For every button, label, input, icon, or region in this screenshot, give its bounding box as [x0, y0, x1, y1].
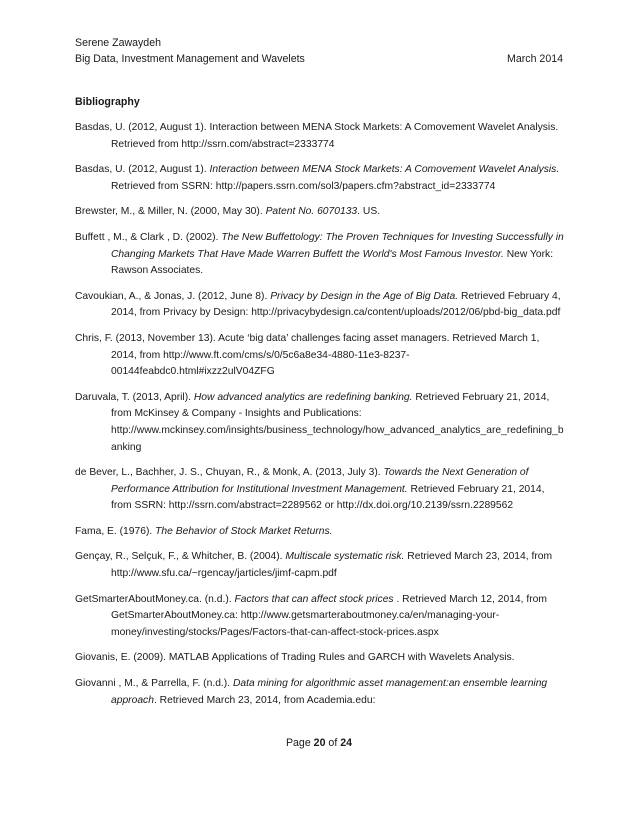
- header-doc-title: Big Data, Investment Management and Wavelets: [75, 53, 305, 65]
- bibliography-list: [75, 120, 565, 718]
- bibliography-entry-buffett: Buffett , M., & Clark , D. (2002). The New Buffettology: The Proven Techniques for Investing Successfully in Changing Markets That Have Made Warren Buffett the World's Most Famous Investor. New York: Rawson Associates.: [75, 231, 564, 277]
- bibliography-entry-chris: Chris, F. (2013, November 13). Acute ‘big data’ challenges facing asset managers. Retrieved March 1, 2014, from http://www.ft.com/cms/s/0/5c6a8e34-4880-11e3-8237-00144feabdc0.html#ixzz2ulV04ZFG: [75, 332, 540, 378]
- footer-page-word: Page: [285, 737, 311, 749]
- header-row: [75, 51, 563, 67]
- bibliography-entry-fama: Fama, E. (1976). The Behavior of Stock Market Returns.: [75, 525, 333, 537]
- bibliography-entry-getsmarter: GetSmarterAboutMoney.ca. (n.d.). Factors that can affect stock prices . Retrieved March 12, 2014, from GetSmarterAboutMoney.ca: http://www.getsmarteraboutmoney.ca/en/managing-your-money/investing/stocks/Pages/Factors-that-can-affect-stock-prices.aspx: [75, 593, 547, 638]
- footer-of-word: of: [328, 737, 338, 749]
- bibliography-entry-giovanni: Giovanni , M., & Parrella, F. (n.d.). Data mining for algorithmic asset management:an ensemble learning approach. Retrieved March 23, 2014, from Academia.edu:: [75, 678, 548, 706]
- bibliography-entry-basdas-1: Basdas, U. (2012, August 1). Interaction between MENA Stock Markets: A Comovement Wavelet Analysis. Retrieved from http://ssrn.com/abstract=2333774: [75, 122, 559, 150]
- bibliography-entry-cavoukian: Cavoukian, A., & Jonas, J. (2012, June 8). Privacy by Design in the Age of Big Data. Retrieved February 4, 2014, from Privacy by Design: http://privacybydesign.ca/content/uploads/2012/06/pbd-big_data.pdf: [75, 290, 561, 319]
- header-author: Serene Zawaydeh: [75, 37, 161, 49]
- bibliography-entry-gencay: Gençay, R., Selçuk, F., & Whitcher, B. (2004). Multiscale systematic risk. Retrieved March 23, 2014, from http://www.sfu.ca/~rgencay/jarticles/jimf-capm.pdf: [75, 551, 553, 580]
- bibliography-entry-basdas-2: Basdas, U. (2012, August 1). Interaction between MENA Stock Markets: A Comovement Wavelet Analysis. Retrieved from SSRN: http://papers.ssrn.com/sol3/papers.cfm?abstract_id=2333774: [75, 164, 560, 192]
- section-title: Bibliography: [75, 96, 140, 108]
- page-header: [75, 35, 563, 67]
- bibliography-entry-de-bever: de Bever, L., Bachher, J. S., Chuyan, R., & Monk, A. (2013, July 3). Towards the Next Generation of Performance Attribution for Institutional Investment Management. Retrieved February 21, 2014, from SSRN: http://ssrn.com/abstract=2289562 or http://dx.doi.org/10.2139/ssrn.2289562: [75, 467, 545, 512]
- bibliography-entry-giovanis: Giovanis, E. (2009). MATLAB Applications of Trading Rules and GARCH with Wavelets Analysis.: [75, 652, 515, 664]
- footer-page-total: 24: [340, 737, 353, 749]
- footer-page-number: 20: [313, 737, 326, 749]
- bibliography-entry-brewster: Brewster, M., & Miller, N. (2000, May 30). Patent No. 6070133. US.: [75, 206, 381, 218]
- header-date: March 2014: [507, 53, 563, 65]
- page-footer: [0, 735, 638, 751]
- bibliography-entry-daruvala: Daruvala, T. (2013, April). How advanced analytics are redefining banking. Retrieved February 21, 2014, from McKinsey & Company - Insights and Publications: http://www.mckinsey.com/insights/business_technology/how_advanced_analytics_are_redefining_banking: [75, 391, 564, 453]
